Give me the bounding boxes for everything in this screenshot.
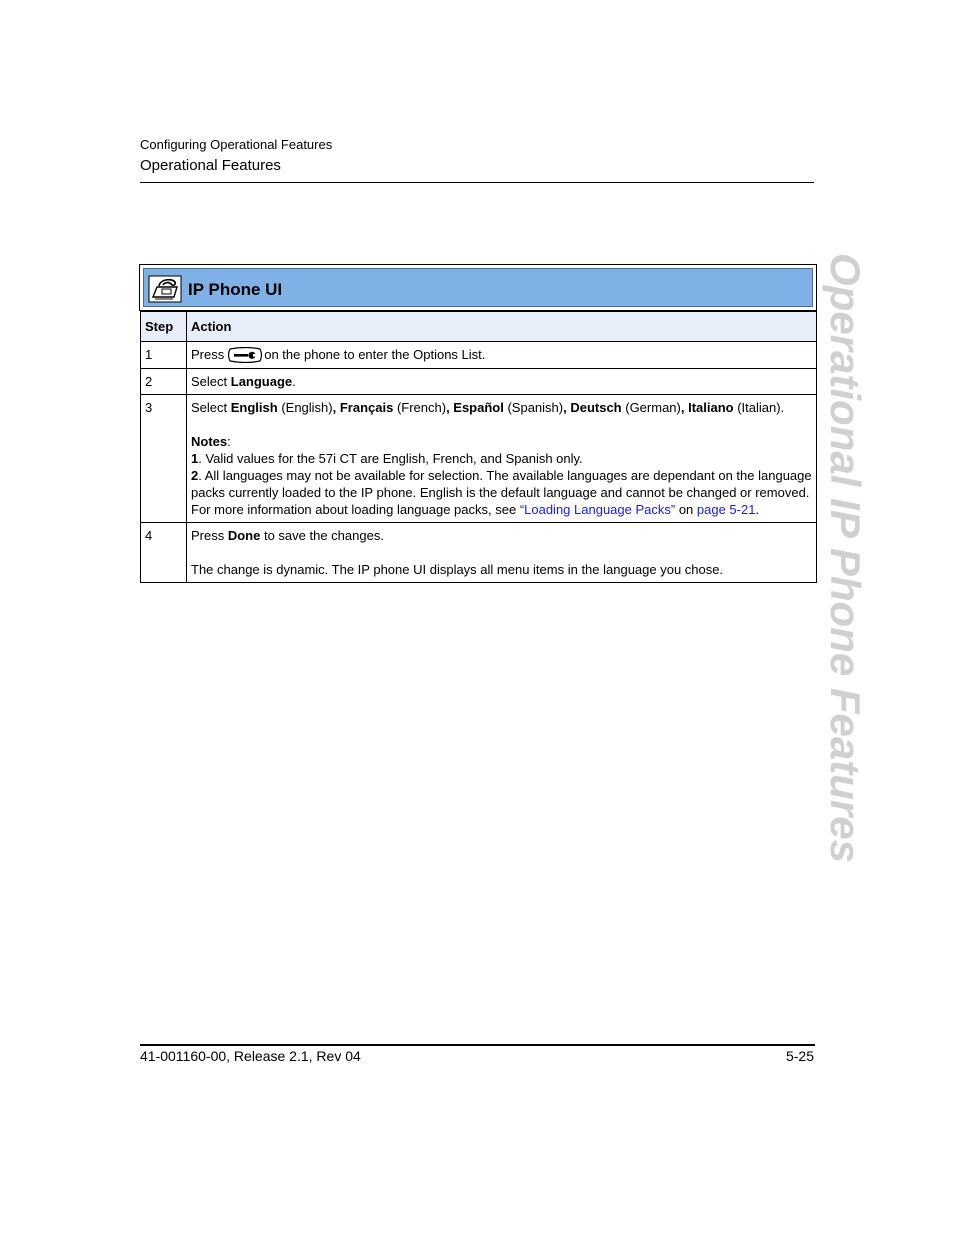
- done-key-label: Done: [227, 527, 261, 543]
- action-text: on the phone to enter the Options List.: [264, 347, 486, 362]
- action-text: to save the changes.: [260, 527, 384, 543]
- table-row: [141, 342, 817, 369]
- language-text: (French): [393, 399, 447, 415]
- ip-phone-ui-box: [139, 264, 817, 311]
- note-number: 1: [191, 450, 199, 466]
- table-row: [141, 368, 817, 394]
- action-column-header: Action: [187, 312, 817, 342]
- language-text: Select: [191, 399, 231, 415]
- footer-rule: [140, 1044, 815, 1046]
- language-option: , Français: [332, 399, 394, 415]
- notes-colon: :: [227, 433, 231, 449]
- note-2: [191, 467, 812, 518]
- language-text: (Spanish): [503, 399, 564, 415]
- table-header-row: [141, 312, 817, 342]
- step-action: [187, 342, 817, 369]
- steps-table: [140, 311, 817, 583]
- step-action: [187, 522, 817, 582]
- step-number: 4: [141, 522, 187, 582]
- action-text: .: [292, 373, 296, 389]
- side-title: Operational IP Phone Features: [822, 253, 869, 863]
- action-text: Select: [191, 373, 231, 389]
- step-column-header: Step: [141, 312, 187, 342]
- footer-page-number: 5-25: [785, 1048, 814, 1064]
- action-text: Press: [191, 527, 228, 543]
- header-rule: [140, 182, 814, 183]
- action-text: Press: [191, 347, 225, 362]
- step-number: 3: [141, 394, 187, 522]
- language-option: , Deutsch: [563, 399, 622, 415]
- options-key-icon: [227, 347, 263, 363]
- menu-option-language: Language: [230, 373, 293, 389]
- ip-phone-ui-banner: [143, 268, 813, 307]
- table-row: [141, 522, 817, 582]
- step-number: 2: [141, 368, 187, 394]
- language-text: (English): [277, 399, 333, 415]
- running-header-section: Operational Features: [140, 157, 281, 174]
- note-text: on: [675, 501, 697, 517]
- notes-heading: [191, 433, 812, 450]
- language-option: , Español: [446, 399, 504, 415]
- footer-doc-id: 41-001160-00, Release 2.1, Rev 04: [140, 1048, 361, 1064]
- loading-language-packs-link[interactable]: “Loading Language Packs”: [519, 501, 676, 517]
- ip-phone-ui-title: IP Phone UI: [188, 280, 283, 299]
- note-text: . Valid values for the 57i CT are English, French, and Spanish only.: [198, 450, 583, 466]
- step-number: 1: [141, 342, 187, 369]
- note-text: . All languages may not be available for selection. The available languages are dependant on the language packs currently loaded to the IP phone. English is the default language and cannot be changed or removed. For more information about loading language packs, see: [191, 467, 812, 517]
- page-5-21-link[interactable]: page 5-21: [696, 501, 756, 517]
- notes-label: Notes: [191, 433, 228, 449]
- step-action: [187, 368, 817, 394]
- note-text: .: [755, 501, 760, 517]
- step-note: The change is dynamic. The IP phone UI displays all menu items in the language you chose.: [191, 561, 724, 577]
- language-text: (German): [621, 399, 681, 415]
- note-1: [191, 450, 812, 467]
- running-header-chapter: Configuring Operational Features: [140, 137, 333, 152]
- language-option: English: [230, 399, 278, 415]
- table-row: [141, 394, 817, 522]
- language-text: (Italian).: [733, 399, 785, 415]
- phone-icon: [148, 275, 182, 303]
- language-list: [191, 399, 812, 416]
- language-option: , Italiano: [680, 399, 734, 415]
- step-action: [187, 394, 817, 522]
- note-number: 2: [191, 467, 199, 483]
